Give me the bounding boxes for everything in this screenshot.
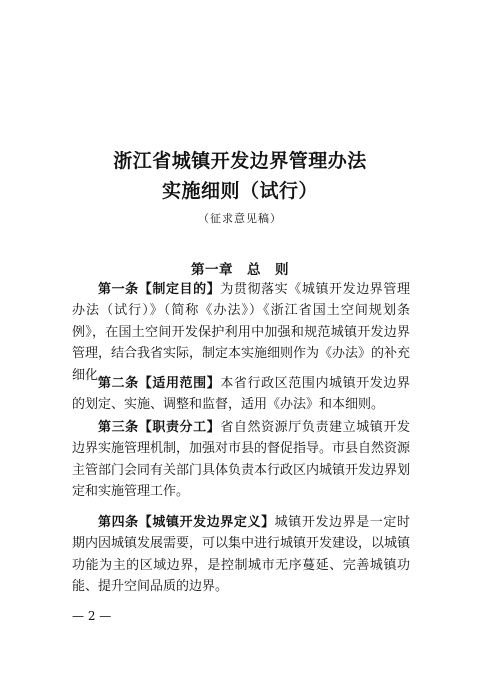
article-3-body: 省自然资源厅负责建立城镇开发边界实施管理机制，加强对市县的督促指导。市县自然资源主管部门会同有关部门具体负责本行政区内城镇开发边界划定和实施管理工作。	[72, 420, 411, 500]
chapter-heading: 第一章 总 则	[191, 262, 289, 278]
document-title-line2: 实施细则（试行）	[161, 180, 318, 202]
page-number: — 2 —	[72, 609, 112, 623]
article-1	[72, 279, 410, 386]
document-subtitle: （征求意见稿）	[198, 212, 282, 225]
article-4	[72, 512, 410, 598]
article-2	[72, 373, 410, 416]
article-3-lead: 第三条【职责分工】	[98, 420, 221, 435]
article-4-lead: 第四条【城镇开发边界定义】	[98, 515, 275, 530]
article-1-body: 为贯彻落实《城镇开发边界管理办法（试行）》（简称《办法》）《浙江省国土空间规划条例》，在国土空间开发保护利用中加强和规范城镇开发边界管理，结合我省实际，制定本实施细则作为《办法》的补充细化。	[72, 282, 411, 383]
article-4-body: 城镇开发边界是一定时期内因城镇发展需要，可以集中进行城镇开发建设，以城镇功能为主的区域边界，是控制城市无序蔓延、完善城镇功能、提升空间品质的边界。	[72, 515, 411, 595]
article-2-body: 本省行政区范围内城镇开发边界的划定、实施、调整和监督，适用《办法》和本细则。	[72, 376, 410, 413]
article-1-lead: 第一条【制定目的】	[98, 282, 221, 297]
article-3	[72, 417, 410, 503]
article-2-lead: 第二条【适用范围】	[98, 376, 221, 391]
document-title-line1: 浙江省城镇开发边界管理办法	[113, 150, 367, 172]
